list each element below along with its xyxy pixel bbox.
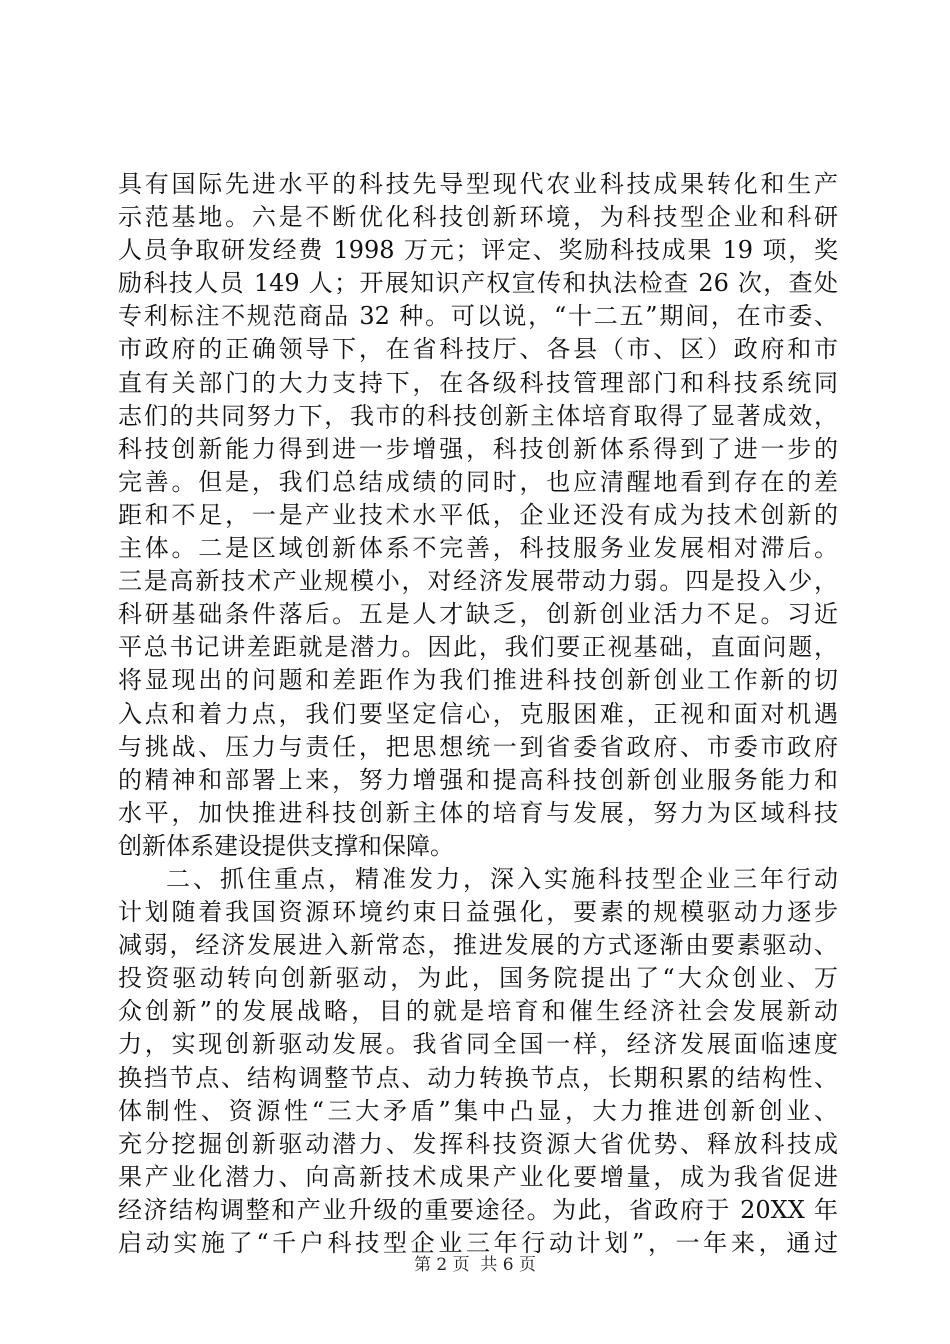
text-line: 投资驱动转向创新驱动，为此，国务院提出了“大众创业、万	[118, 964, 838, 993]
page-number: 第 2 页 共 6 页	[413, 1255, 537, 1275]
text-line: 人员争取研发经费 1998 万元；评定、奖励科技成果 19 项，奖	[118, 236, 838, 265]
text-line: 将显现出的问题和差距作为我们推进科技创新创业工作新的切	[118, 666, 838, 695]
text-line: 启动实施了“千户科技型企业三年行动计划”，一年来，通过	[118, 1229, 838, 1257]
text-line: 经济结构调整和产业升级的重要途径。为此，省政府于 20XX 年	[118, 1195, 838, 1224]
text-line: 科技创新能力得到进一步增强，科技创新体系得到了进一步的	[118, 434, 838, 463]
text-line: 入点和着力点，我们要坚定信心，克服困难，正视和面对机遇	[118, 699, 838, 728]
text-line: 众创新”的发展战略，目的就是培育和催生经济社会发展新动	[118, 997, 838, 1026]
text-line: 水平，加快推进科技创新主体的培育与发展，努力为区域科技	[118, 798, 838, 827]
text-line: 志们的共同努力下，我市的科技创新主体培育取得了显著成效，	[118, 401, 838, 430]
text-line: 力，实现创新驱动发展。我省同全国一样，经济发展面临速度	[118, 1030, 838, 1059]
text-line: 专利标注不规范商品 32 种。可以说，“十二五”期间，在市委、	[118, 302, 838, 331]
text-line: 的精神和部署上来，努力增强和提高科技创新创业服务能力和	[118, 765, 838, 794]
text-line: 市政府的正确领导下，在省科技厅、各县（市、区）政府和市	[118, 335, 838, 364]
text-line: 平总书记讲差距就是潜力。因此，我们要正视基础，直面问题，	[118, 633, 838, 662]
text-line: 科研基础条件落后。五是人才缺乏，创新创业活力不足。习近	[118, 600, 838, 629]
text-line: 体制性、资源性“三大矛盾”集中凸显，大力推进创新创业、	[118, 1096, 838, 1125]
text-line: 三是高新技术产业规模小，对经济发展带动力弱。四是投入少，	[118, 567, 838, 596]
text-line: 示范基地。六是不断优化科技创新环境，为科技型企业和科研	[118, 203, 838, 232]
page-footer	[0, 1250, 950, 1275]
text-line: 创新体系建设提供支撑和保障。	[118, 831, 454, 860]
text-line: 与挑战、压力与责任，把思想统一到省委省政府、市委市政府	[118, 732, 838, 761]
text-line: 具有国际先进水平的科技先导型现代农业科技成果转化和生产	[118, 170, 838, 198]
text-line: 计划随着我国资源环境约束日益强化，要素的规模驱动力逐步	[118, 898, 838, 927]
text-line: 励科技人员 149 人；开展知识产权宣传和执法检查 26 次，查处	[118, 269, 838, 298]
text-line: 完善。但是，我们总结成绩的同时，也应清醒地看到存在的差	[118, 467, 838, 496]
text-line: 直有关部门的大力支持下，在各级科技管理部门和科技系统同	[118, 368, 838, 397]
section-heading-line: 二、抓住重点，精准发力，深入实施科技型企业三年行动	[166, 864, 838, 893]
text-line: 主体。二是区域创新体系不完善，科技服务业发展相对滞后。	[118, 534, 838, 563]
text-line: 距和不足，一是产业技术水平低，企业还没有成为技术创新的	[118, 500, 838, 529]
text-line: 果产业化潜力、向高新技术成果产业化要增量，成为我省促进	[118, 1162, 838, 1191]
text-line: 充分挖掘创新驱动潜力、发挥科技资源大省优势、释放科技成	[118, 1129, 838, 1158]
text-line: 换挡节点、结构调整节点、动力转换节点，长期积累的结构性、	[118, 1063, 838, 1092]
text-line: 减弱，经济发展进入新常态，推进发展的方式逐渐由要素驱动、	[118, 931, 838, 960]
body-text	[118, 168, 838, 1260]
